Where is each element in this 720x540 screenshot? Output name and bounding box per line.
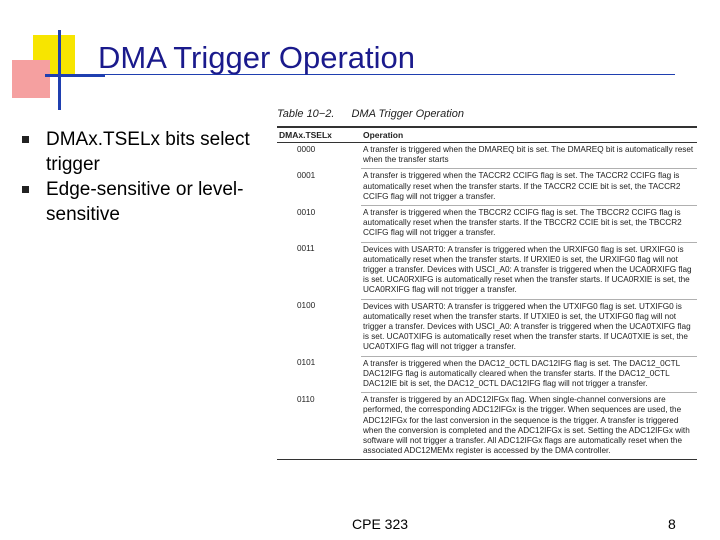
corner-decoration xyxy=(0,0,100,110)
cell-code: 0000 xyxy=(297,145,316,154)
table-row xyxy=(277,393,697,460)
cell-operation: Devices with USART0: A transfer is triggered when the URXIFG0 flag is set. URXIFG0 is automatically reset when the transfer starts. If URXIE0 is set, the URXIFG0 flag will not trigger a transfer. Devices with USCI_A0: A transfer is triggered when the UCA0RXIFG flag is set. UCA0RXIFG is automatically reset when the transfer starts. If UCA0RXIE is set, the UCA0RXIFG flag will not trigger a transfer. xyxy=(361,242,697,299)
square-bullet-icon xyxy=(22,136,29,143)
trigger-table-figure xyxy=(277,108,697,460)
trigger-table xyxy=(277,126,697,460)
cell-operation: A transfer is triggered when the TBCCR2 CCIFG flag is set. The TBCCR2 CCIFG flag is automatically reset when the transfer starts. If the TBCCR2 CCIE bit is set, the TBCCR2 CCIFG flag will not trigger a transfer. xyxy=(361,206,697,243)
cell-operation: Devices with USART0: A transfer is triggered when the UTXIFG0 flag is set. UTXIFG0 is automatically reset when the transfer starts. If UTXIE0 is set, the UTXIFG0 flag will not trigger a transfer. Devices with USCI_A0: A transfer is triggered when the UCA0TXIFG flag is set. UCA0TXIFG is automatically reset when the transfer starts. If UCA0TXIE is set, the UCA0TXIFG flag will not trigger a transfer. xyxy=(361,299,697,356)
deco-blue-vertical-line xyxy=(58,30,61,110)
cell-code: 0010 xyxy=(297,207,316,217)
column-header-tselx: DMAx.TSELx xyxy=(277,127,361,143)
table-caption xyxy=(277,108,697,120)
cell-code: 0110 xyxy=(277,393,361,460)
table-row xyxy=(277,143,697,169)
bullet-item xyxy=(22,177,272,227)
cell-operation: A transfer is triggered when the DMAREQ bit is set. The DMAREQ bit is automatically reset when the transfer starts xyxy=(361,143,697,169)
table-row xyxy=(277,169,697,206)
table-caption-title: DMA Trigger Operation xyxy=(351,108,464,120)
bullet-list xyxy=(22,127,272,227)
table-caption-number: Table 10−2. xyxy=(277,108,335,120)
cell-operation: A transfer is triggered by an ADC12IFGx flag. When single-channel conversions are performed, the corresponding ADC12IFGx is the trigger. When sequences are used, the ADC12IFGx for the last conversion in the sequence is the trigger. A transfer is triggered when the conversion is completed and the ADC12IFGx is set. Setting the ADC12IFGx with software will not trigger a transfer. All ADC12IFGx flags are automatically reset when the associated ADC12MEMx register is accessed by the DMA controller. xyxy=(361,393,697,460)
slide-title: DMA Trigger Operation xyxy=(98,40,416,75)
cell-operation: A transfer is triggered when the TACCR2 CCIFG flag is set. The TACCR2 CCIFG flag is automatically reset when the transfer starts. If the TACCR2 CCIE bit is set, the TACCR2 CCIFG flag will not trigger a transfer. xyxy=(361,169,697,206)
cell-code: 0101 xyxy=(297,358,316,368)
footer-course-label: CPE 323 xyxy=(352,516,409,532)
cell-code: 0001 xyxy=(297,170,316,180)
bullet-text: Edge-sensitive or level-sensitive xyxy=(46,179,244,225)
table-row xyxy=(277,206,697,243)
cell-operation: A transfer is triggered when the DAC12_0CTL DAC12IFG flag is set. The DAC12_0CTL DAC12IFG flag is automatically cleared when the transfer starts. If the DAC12_0CTL DAC12IE bit is set, the DAC12_0CTL DAC12IFG flag will not trigger a transfer. xyxy=(361,356,697,393)
column-header-operation: Operation xyxy=(361,127,697,143)
table-row xyxy=(277,299,697,356)
bullet-item xyxy=(22,127,272,177)
table-row xyxy=(277,242,697,299)
bullet-text: DMAx.TSELx bits select trigger xyxy=(46,129,250,175)
table-header-row xyxy=(277,127,697,143)
table-row xyxy=(277,356,697,393)
cell-code: 0100 xyxy=(297,301,316,311)
footer-page-number: 8 xyxy=(668,516,676,532)
deco-red-square xyxy=(12,60,50,98)
cell-code: 0011 xyxy=(297,244,315,254)
square-bullet-icon xyxy=(22,186,29,193)
